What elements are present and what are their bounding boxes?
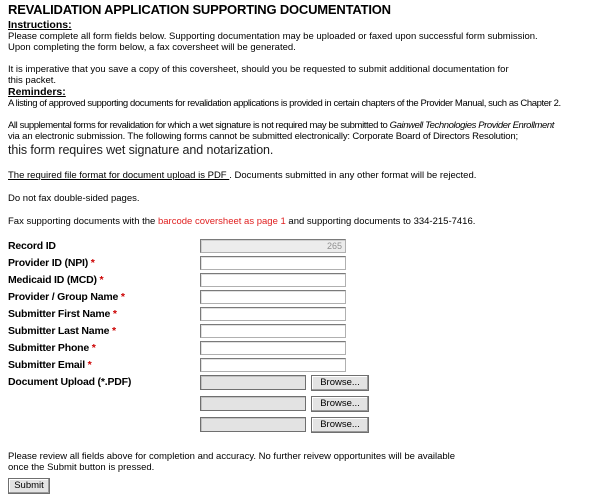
submitter-first-name-input[interactable] bbox=[200, 307, 346, 321]
review-note-line-2: once the Submit button is pressed. bbox=[8, 462, 155, 473]
medicaid-id-row bbox=[8, 273, 608, 290]
fax-post-text: and supporting documents to 334-215-7416. bbox=[285, 216, 476, 227]
supplemental-text: All supplemental forms for revalidation for which a wet signature is not required may be submitted to bbox=[8, 120, 390, 131]
instructions-line-2: Upon completing the form below, a fax coversheet will be generated. bbox=[8, 42, 296, 53]
provider-npi-label-text: Provider ID (NPI) bbox=[8, 257, 89, 269]
submitter-phone-input[interactable] bbox=[200, 341, 346, 355]
instructions-line-1: Please complete all form fields below. Supporting documentation may be uploaded or faxed upon successful form submission. bbox=[8, 31, 538, 42]
instructions-heading: Instructions: bbox=[8, 19, 72, 31]
gainwell-name: Gainwell Technologies Provider Enrollment bbox=[389, 120, 555, 131]
no-double-sided-line: Do not fax double-sided pages. bbox=[8, 193, 140, 204]
provider-group-name-label bbox=[8, 290, 200, 303]
record-id-input bbox=[200, 239, 346, 253]
submitter-email-label-text: Submitter Email bbox=[8, 359, 85, 371]
submitter-phone-row bbox=[8, 341, 608, 358]
submitter-email-label bbox=[8, 358, 200, 371]
pdf-rejected-text: . Documents submitted in any other format will be rejected. bbox=[229, 170, 477, 181]
submitter-email-input[interactable] bbox=[200, 358, 346, 372]
browse-button-3[interactable]: Browse... bbox=[311, 417, 369, 433]
wet-signature-line: this form requires wet signature and notarization. bbox=[8, 143, 274, 157]
reminders-heading: Reminders: bbox=[8, 86, 66, 98]
browse-button-2[interactable]: Browse... bbox=[311, 396, 369, 412]
medicaid-id-label-text: Medicaid ID (MCD) bbox=[8, 274, 97, 286]
document-upload-spacer bbox=[8, 396, 200, 398]
supplemental-line-1 bbox=[8, 120, 608, 131]
submitter-first-name-label-text: Submitter First Name bbox=[8, 308, 111, 320]
record-id-row bbox=[8, 239, 608, 256]
required-asterisk: * bbox=[91, 342, 96, 354]
provider-npi-row bbox=[8, 256, 608, 273]
pdf-format-line bbox=[8, 170, 608, 181]
submitter-last-name-input[interactable] bbox=[200, 324, 346, 338]
barcode-coversheet-text: barcode coversheet as page 1 bbox=[157, 216, 286, 227]
submitter-first-name-row bbox=[8, 307, 608, 324]
document-upload-row-2 bbox=[8, 396, 608, 417]
required-asterisk: * bbox=[120, 291, 125, 303]
submitter-last-name-label bbox=[8, 324, 200, 337]
document-upload-row-1 bbox=[8, 375, 608, 396]
page-title: REVALIDATION APPLICATION SUPPORTING DOCUMENTATION bbox=[8, 2, 391, 17]
revalidation-form bbox=[8, 239, 608, 438]
document-upload-spacer bbox=[8, 417, 200, 419]
required-asterisk: * bbox=[90, 257, 95, 269]
submit-button[interactable]: Submit bbox=[8, 478, 50, 494]
file-path-field-3[interactable] bbox=[200, 417, 306, 432]
pdf-required-text: The required file format for document upload is PDF bbox=[8, 170, 230, 181]
file-path-field-1[interactable] bbox=[200, 375, 306, 390]
provider-group-name-label-text: Provider / Group Name bbox=[8, 291, 119, 303]
submitter-last-name-label-text: Submitter Last Name bbox=[8, 325, 110, 337]
required-asterisk: * bbox=[111, 325, 116, 337]
submitter-phone-label-text: Submitter Phone bbox=[8, 342, 90, 354]
fax-line bbox=[8, 216, 608, 227]
medicaid-id-input[interactable] bbox=[200, 273, 346, 287]
review-note-line-1: Please review all fields above for completion and accuracy. No further reivew opportunites will be available bbox=[8, 451, 456, 462]
required-asterisk: * bbox=[112, 308, 117, 320]
file-path-field-2[interactable] bbox=[200, 396, 306, 411]
submitter-last-name-row bbox=[8, 324, 608, 341]
reminders-listing-line: A listing of approved supporting documents for revalidation applications is provided in certain chapters of the Provider Manual, such as Chapter 2. bbox=[8, 98, 561, 109]
browse-button-1[interactable]: Browse... bbox=[311, 375, 369, 391]
submitter-first-name-label bbox=[8, 307, 200, 320]
required-asterisk: * bbox=[87, 359, 92, 371]
provider-group-name-row bbox=[8, 290, 608, 307]
supplemental-line-2: via an electronic submission. The following forms cannot be submitted electronically: Corporate Board of Directors Resolution; bbox=[8, 131, 519, 142]
required-asterisk: * bbox=[99, 274, 104, 286]
fax-pre-text: Fax supporting documents with the bbox=[8, 216, 158, 227]
record-id-label: Record ID bbox=[8, 240, 56, 252]
review-note bbox=[8, 451, 608, 473]
submitter-email-row bbox=[8, 358, 608, 375]
imperative-line-1: It is imperative that you save a copy of this coversheet, should you be requested to submit additional documentation for bbox=[8, 64, 509, 75]
provider-npi-label bbox=[8, 256, 200, 269]
provider-group-name-input[interactable] bbox=[200, 290, 346, 304]
submitter-phone-label bbox=[8, 341, 200, 354]
document-upload-label: Document Upload (*.PDF) bbox=[8, 376, 132, 388]
document-upload-row-3 bbox=[8, 417, 608, 438]
imperative-line-2: this packet. bbox=[8, 75, 57, 86]
provider-npi-input[interactable] bbox=[200, 256, 346, 270]
medicaid-id-label bbox=[8, 273, 200, 286]
